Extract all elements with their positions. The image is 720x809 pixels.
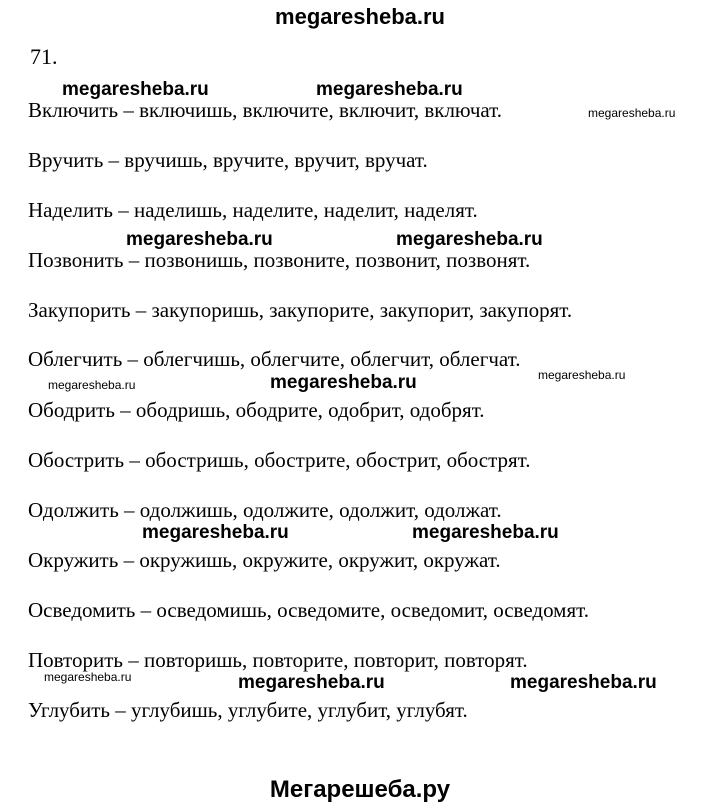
watermark: megaresheba.ru <box>238 672 385 693</box>
watermark: megaresheba.ru <box>126 229 273 250</box>
answer-line: Окружить – окружишь, окружите, окружит, окружат. <box>28 548 501 572</box>
task-number: 71. <box>30 44 58 69</box>
answer-line: Ободрить – ободришь, ободрите, одобрит, одобрят. <box>28 398 485 422</box>
watermark: megaresheba.ru <box>538 368 626 382</box>
answer-line: Включить – включишь, включите, включит, включат. <box>28 98 503 122</box>
header-site-name: megaresheba.ru <box>275 4 445 29</box>
answer-line: Закупорить – закупоришь, закупорите, закупорит, закупорят. <box>28 298 573 322</box>
watermark: megaresheba.ru <box>396 229 543 250</box>
footer-site-name: Мегарешеба.ру <box>269 776 451 803</box>
watermark: megaresheba.ru <box>316 79 463 100</box>
answer-line: Вручить – вручишь, вручите, вручит, вручат. <box>28 148 428 172</box>
answer-line: Облегчить – облегчишь, облегчите, облегчит, облегчат. <box>28 347 521 371</box>
watermark: megaresheba.ru <box>270 372 417 393</box>
answer-line: Одолжить – одолжишь, одолжите, одолжит, одолжат. <box>28 498 502 522</box>
answer-line: Углубить – углубишь, углубите, углубит, углубят. <box>28 698 468 722</box>
watermark: megaresheba.ru <box>44 670 132 684</box>
answer-line: Осведомить – осведомишь, осведомите, осведомит, осведомят. <box>28 598 589 622</box>
watermark: megaresheba.ru <box>510 672 657 693</box>
watermark: megaresheba.ru <box>142 522 289 543</box>
answer-line: Наделить – наделишь, наделите, наделит, наделят. <box>28 198 478 222</box>
watermark: megaresheba.ru <box>588 106 676 120</box>
watermark: megaresheba.ru <box>412 522 559 543</box>
watermark: megaresheba.ru <box>48 378 136 392</box>
answer-line: Позвонить – позвонишь, позвоните, позвонит, позвонят. <box>28 248 531 272</box>
watermark: megaresheba.ru <box>62 79 209 100</box>
answer-line: Повторить – повторишь, повторите, повторит, повторят. <box>28 648 528 672</box>
answer-line: Обострить – обостришь, обострите, обострит, обострят. <box>28 448 531 472</box>
